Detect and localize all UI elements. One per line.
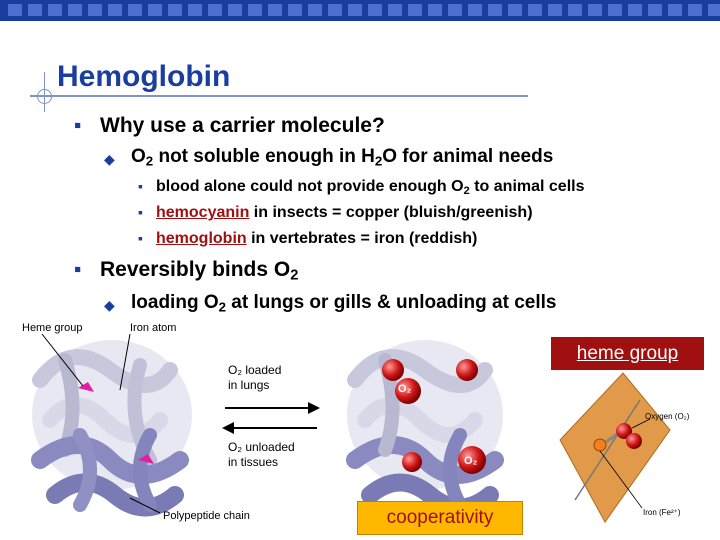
bullet-hemoglobin: hemoglobin in vertebrates = iron (reddish) [156,230,478,247]
iron-atom-label: Iron atom [130,322,177,334]
bullet-reversibly-binds: Reversibly binds $O_2$ [100,258,299,284]
hemoglobin-link[interactable]: hemoglobin [156,230,247,247]
o2-unloaded-label-1: O₂ unloaded [228,440,295,454]
top-decor-bar [0,0,720,21]
heme-plane-illustration [560,373,670,522]
bullet-marker-small-square: ▪ [138,204,143,220]
heme-group-callout[interactable]: heme group [551,337,704,370]
o2-unloaded-label-2: in tissues [228,455,279,469]
hemoglobin-deoxy-illustration [32,334,192,513]
exchange-arrows [222,402,320,434]
polypeptide-chain-label: Polypeptide chain [163,510,250,522]
bullet-marker-diamond: ◆ [104,297,115,313]
o2-bound-tag: O₂ [398,383,412,395]
o2-bound-tag: O₂ [464,455,478,467]
o2-loaded-label-2: in lungs [228,378,270,392]
bullet-hemocyanin: hemocyanin in insects = copper (bluish/greenish) [156,204,533,221]
bullet-marker-small-square: ▪ [138,230,143,246]
iron-fe-label: Iron (Fe²⁺) [643,508,681,517]
hemoglobin-oxy-illustration [347,340,503,508]
bullet-why-carrier: Why use a carrier molecule? [100,114,385,137]
oxygen-label: Oxygen (O₂) [645,412,690,421]
slide-title: Hemoglobin [57,60,231,93]
bullet-o2-solubility: $O_2$ not soluble enough in $H_2O$ for animal needs [131,146,554,169]
bullet-marker-square: ▪ [74,114,82,137]
bullet-marker-square: ▪ [74,258,82,281]
o2-loaded-label-1: O₂ loaded [228,363,282,377]
bullet-loading-unloading: loading $O_2$ at lungs or gills & unloading at cells [131,292,557,315]
bullet-marker-diamond: ◆ [104,151,115,167]
hemocyanin-link[interactable]: hemocyanin [156,204,250,221]
bullet-blood-alone: blood alone could not provide enough $O_2$ to animal cells [156,178,585,197]
heme-group-label: Heme group [22,322,83,334]
cooperativity-callout: cooperativity [357,501,523,535]
bullet-marker-small-square: ▪ [138,178,143,194]
title-underline [30,95,528,97]
